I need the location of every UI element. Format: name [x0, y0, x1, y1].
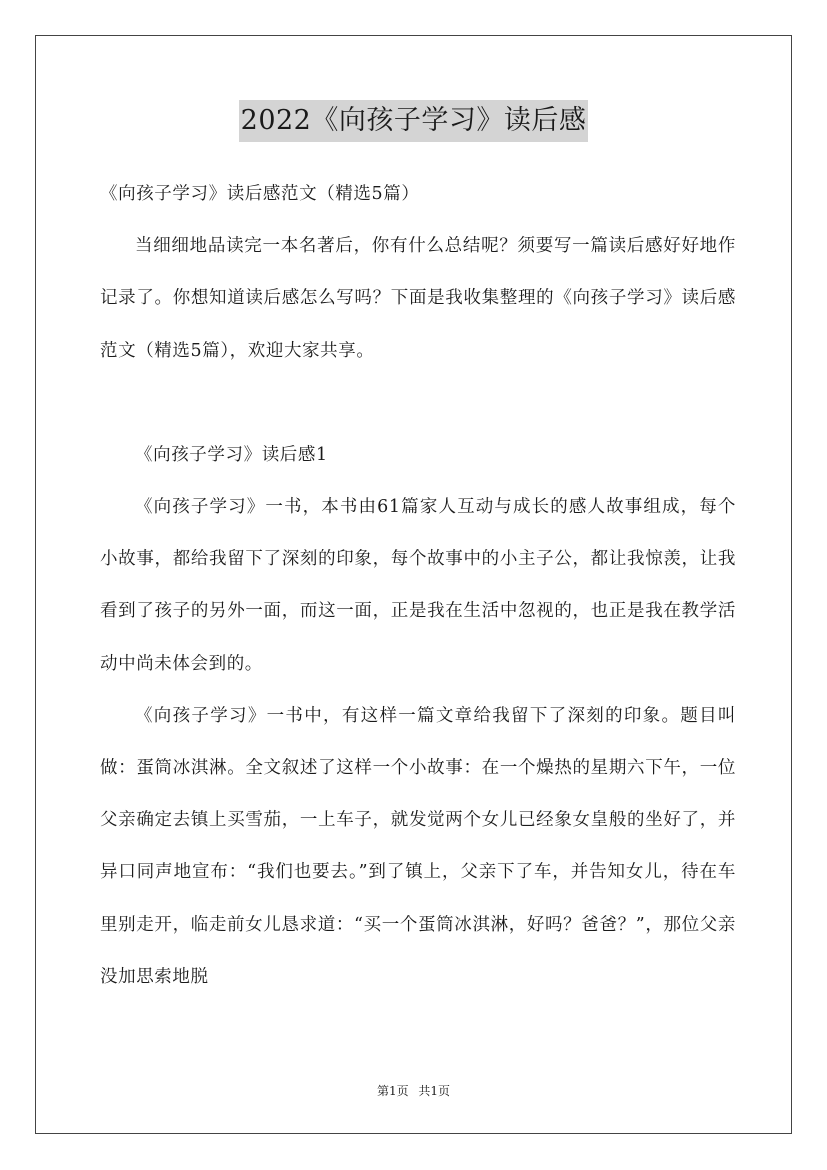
intro-paragraph: 当细细地品读完一本名著后，你有什么总结呢？须要写一篇读后感好好地作记录了。你想知道读后感怎么写吗？下面是我收集整理的《向孩子学习》读后感范文（精选5篇），欢迎大家共享。: [100, 236, 736, 361]
document-subtitle: 《向孩子学习》读后感范文（精选5篇）: [100, 184, 420, 204]
title-container: [0, 100, 827, 142]
page-footer: [0, 1083, 827, 1099]
section-heading: 《向孩子学习》读后感1: [135, 444, 328, 465]
document-title: 2022《向孩子学习》读后感: [239, 100, 589, 142]
body-paragraph-1: 《向孩子学习》一书，本书由61篇家人互动与成长的感人故事组成，每个小故事，都给我留下了深刻的印象，每个故事中的小主子公，都让我惊羡，让我看到了孩子的另外一面，而这一面，正是我在生活中忽视的，也正是我在教学活动中尚未体会到的。: [100, 497, 736, 674]
blank-line: [100, 377, 736, 429]
page-number-current: 第1页: [376, 1084, 409, 1098]
document-body: [100, 168, 736, 1003]
body-paragraph-2: 《向孩子学习》一书中，有这样一篇文章给我留下了深刻的印象。题目叫做：蛋筒冰淇淋。全文叙述了这样一个小故事：在一个燥热的星期六下午，一位父亲确定去镇上买雪茄，一上车子，就发觉两个女儿已经象女皇般的坐好了，并异口同声地宣布：“我们也要去。”到了镇上，父亲下了车，并告知女儿，待在车里别走开，临走前女儿恳求道：“买一个蛋筒冰淇淋，好吗？爸爸？”，那位父亲没加思索地脱: [100, 705, 736, 987]
page-number-total: 共1页: [418, 1084, 451, 1098]
